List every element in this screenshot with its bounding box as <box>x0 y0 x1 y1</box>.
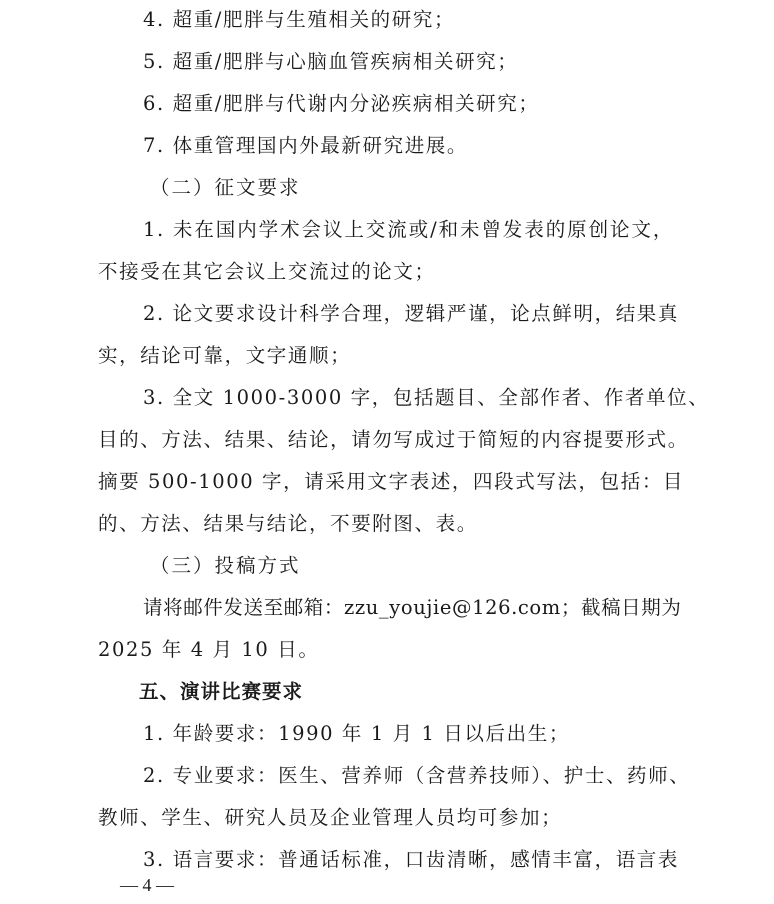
requirement-2-line-2: 实，结论可靠，文字通顺； <box>98 344 352 367</box>
requirement-1-line-2: 不接受在其它会议上交流过的论文； <box>98 260 436 283</box>
contest-requirement-1: 1. 年龄要求：1990 年 1 月 1 日以后出生； <box>143 722 570 745</box>
list-item-6: 6. 超重/肥胖与代谢内分泌疾病相关研究； <box>143 92 540 115</box>
contest-requirement-2-line-1: 2. 专业要求：医生、营养师（含营养技师）、护士、药师、 <box>143 764 691 787</box>
section-heading-speech-contest: 五、演讲比赛要求 <box>139 680 304 703</box>
contest-requirement-2-line-2: 教师、学生、研究人员及企业管理人员均可参加； <box>98 806 563 829</box>
requirement-2-line-1: 2. 论文要求设计科学合理，逻辑严谨，论点鲜明，结果真 <box>143 302 680 325</box>
requirement-1-line-1: 1. 未在国内学术会议上交流或/和未曾发表的原创论文， <box>143 218 674 241</box>
submission-line-1: 请将邮件发送至邮箱：zzu_youjie@126.com；截稿日期为 <box>143 596 682 619</box>
contest-requirement-3-line-1: 3. 语言要求：普通话标准，口齿清晰，感情丰富，语言表 <box>143 848 680 871</box>
submission-line-2: 2025 年 4 月 10 日。 <box>98 638 320 661</box>
requirement-3-line-2: 目的、方法、结果、结论，请勿写成过于简短的内容提要形式。 <box>98 428 689 451</box>
requirement-3-line-3: 摘要 500-1000 字，请采用文字表述，四段式写法，包括：目 <box>98 470 685 493</box>
page-number: — 4 — <box>120 875 174 895</box>
list-item-7: 7. 体重管理国内外最新研究进展。 <box>143 134 469 157</box>
list-item-4: 4. 超重/肥胖与生殖相关的研究； <box>143 8 456 31</box>
requirement-3-line-1: 3. 全文 1000-3000 字，包括题目、全部作者、作者单位、 <box>143 386 710 409</box>
section-heading-paper-requirements: （二）征文要求 <box>150 176 301 199</box>
requirement-3-line-4: 的、方法、结果与结论，不要附图、表。 <box>98 512 478 535</box>
section-heading-submission: （三）投稿方式 <box>150 554 301 577</box>
list-item-5: 5. 超重/肥胖与心脑血管疾病相关研究； <box>143 50 519 73</box>
